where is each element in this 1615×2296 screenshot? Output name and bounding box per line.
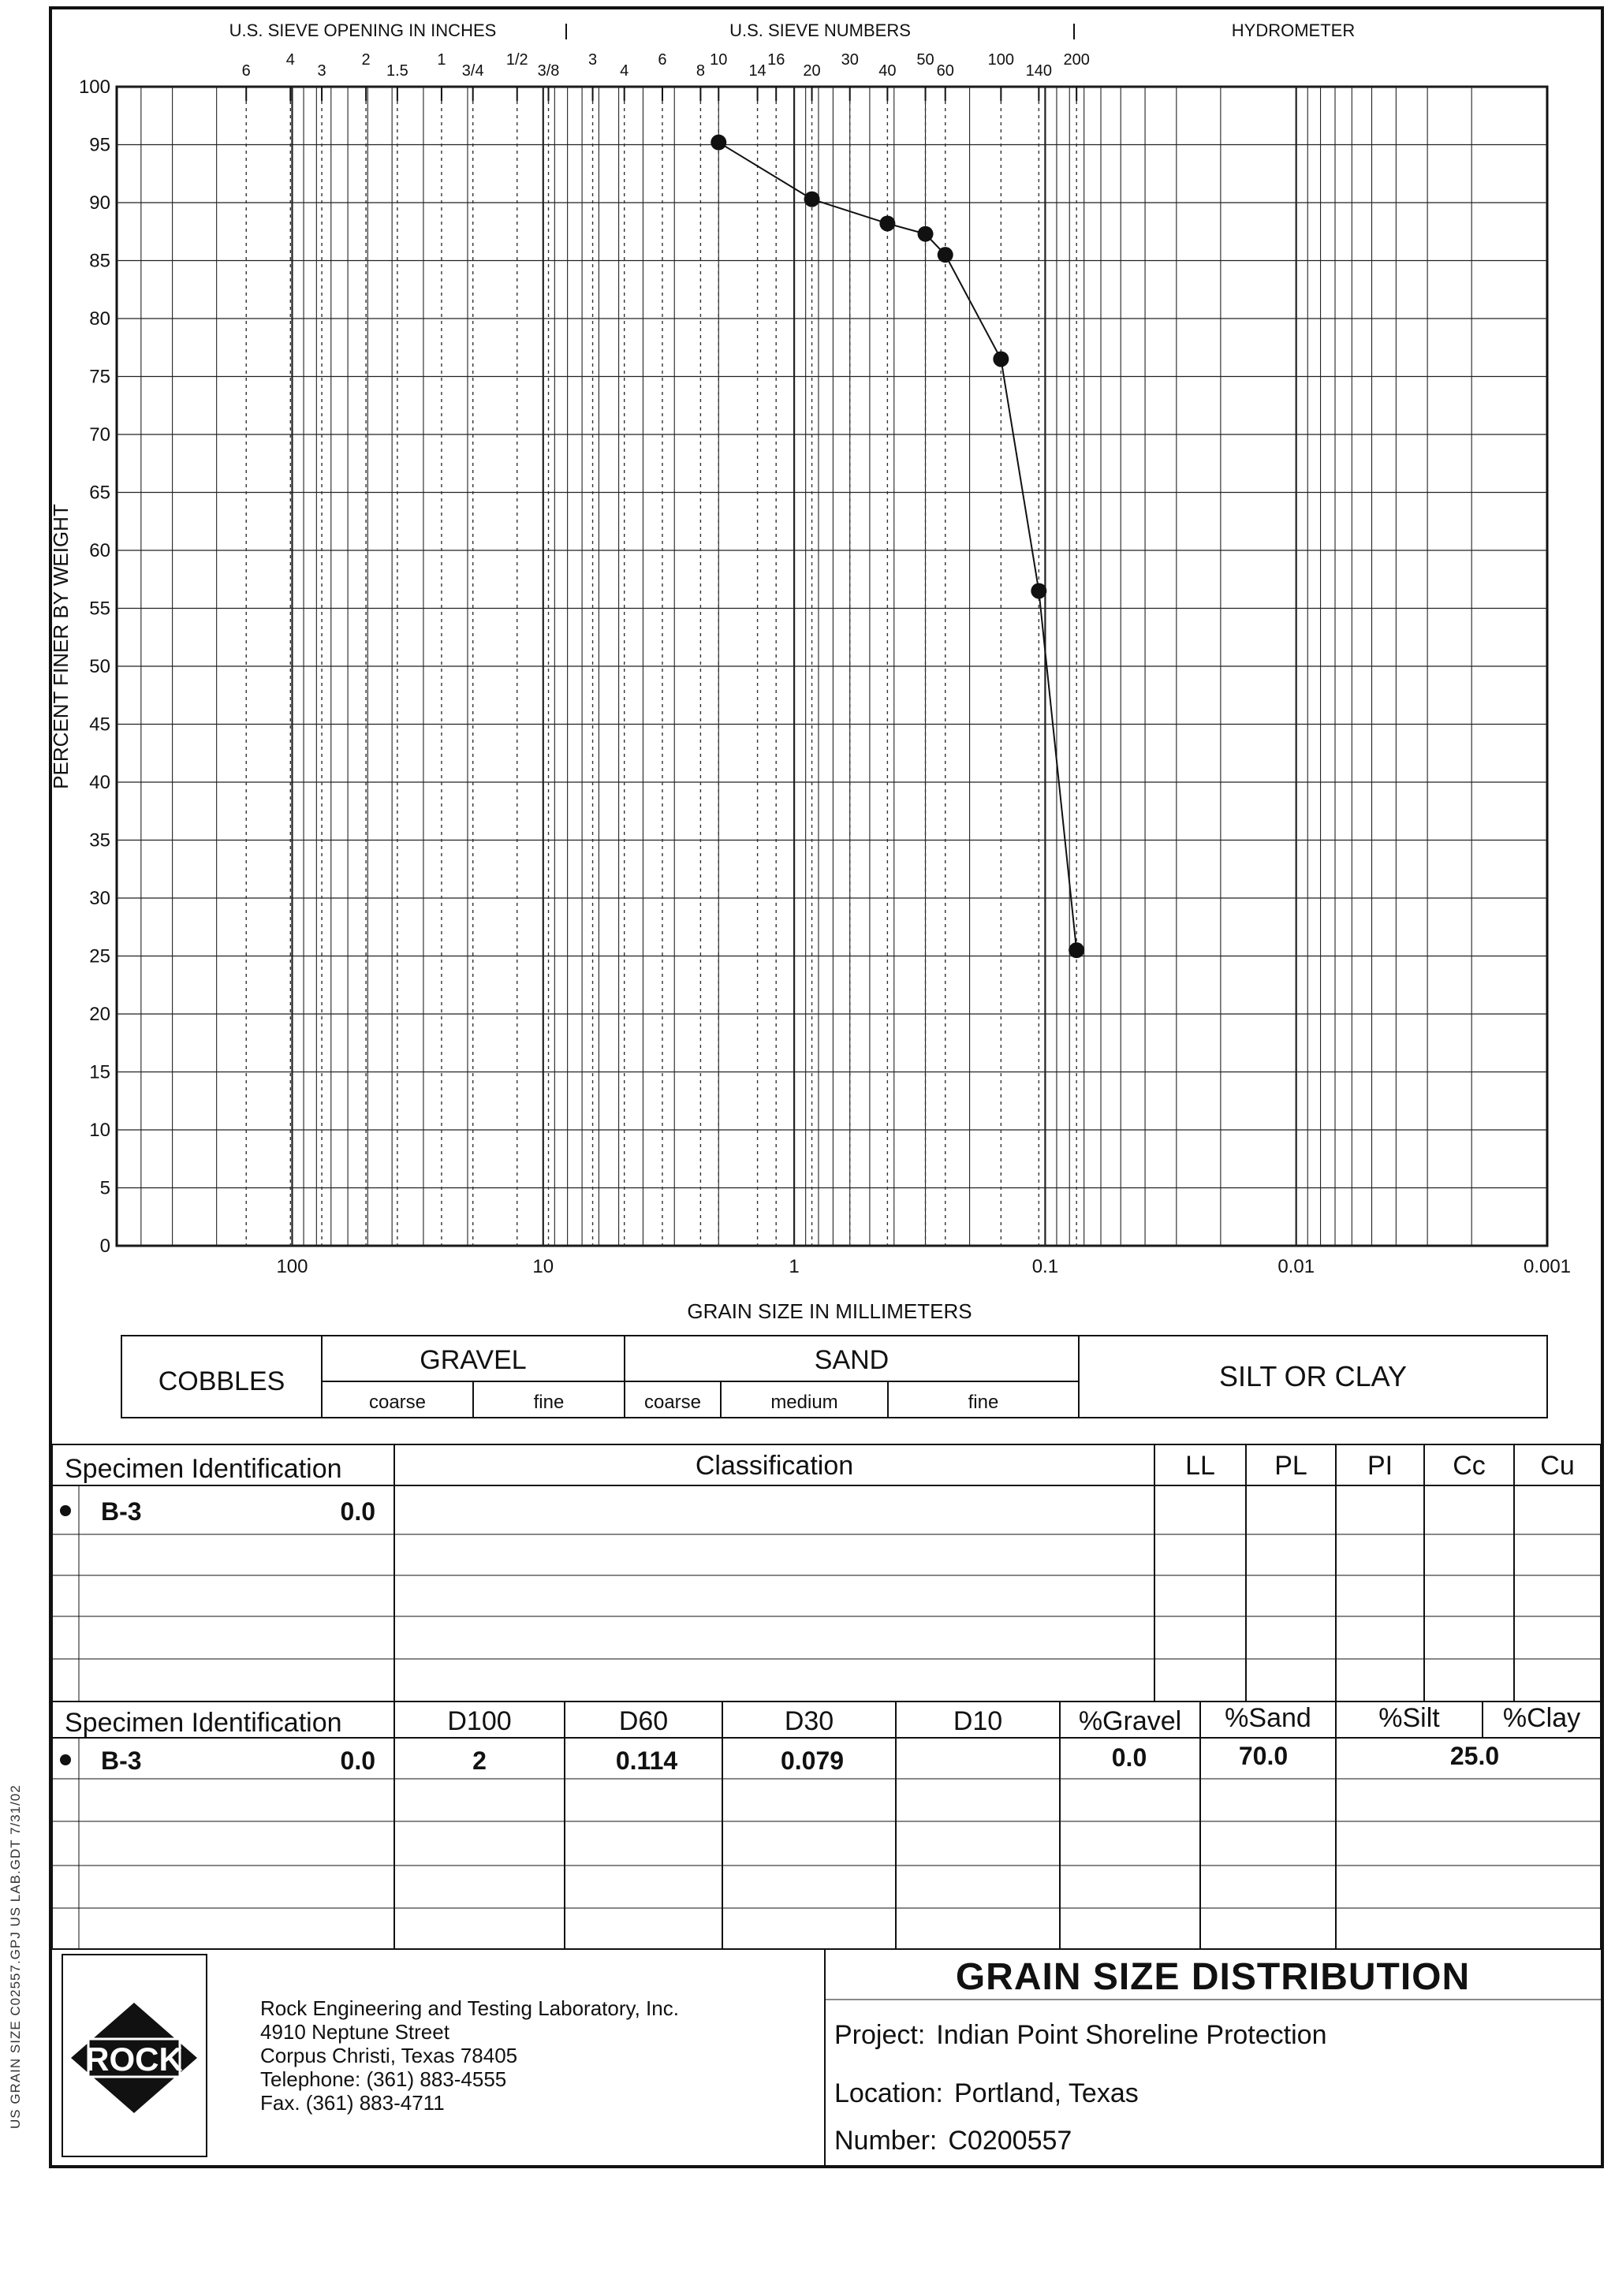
sieve-label: 10 bbox=[710, 51, 728, 69]
data-point bbox=[1069, 942, 1084, 958]
t2-row-d100: 2 bbox=[472, 1746, 487, 1775]
y-tick-label: 65 bbox=[89, 482, 110, 504]
title-block bbox=[825, 1948, 1601, 2165]
x-tick-label: 100 bbox=[276, 1256, 308, 1277]
data-point bbox=[804, 192, 820, 207]
y-tick-label: 30 bbox=[89, 888, 110, 909]
t2-header-silt: %Silt bbox=[1378, 1703, 1440, 1733]
data-point bbox=[918, 226, 934, 242]
t1-header-cc: Cc bbox=[1453, 1451, 1486, 1481]
header-sieve-inches: U.S. SIEVE OPENING IN INCHES bbox=[229, 20, 497, 40]
sieve-label: 14 bbox=[748, 62, 766, 80]
header-hydrometer: HYDROMETER bbox=[1231, 20, 1356, 40]
project-label: Project: bbox=[834, 2020, 926, 2050]
sieve-label: 3/8 bbox=[537, 62, 560, 80]
t2-header-d10: D10 bbox=[953, 1706, 1003, 1736]
data-point bbox=[1031, 583, 1046, 598]
sieve-label: 100 bbox=[987, 51, 1015, 69]
y-tick-label: 80 bbox=[89, 308, 110, 330]
y-tick-label: 25 bbox=[89, 945, 110, 967]
cobbles-label: COBBLES bbox=[158, 1366, 285, 1396]
t2-row-sand: 70.0 bbox=[1238, 1742, 1289, 1770]
svg-text:ROCK: ROCK bbox=[85, 2041, 183, 2078]
lab-telephone: Telephone: (361) 883-4555 bbox=[260, 2067, 507, 2091]
location-label: Location: bbox=[834, 2078, 943, 2108]
x-axis-ticks bbox=[276, 1256, 1571, 1277]
sieve-label: 140 bbox=[1025, 62, 1053, 80]
y-tick-label: 60 bbox=[89, 540, 110, 561]
t2-row-depth: 0.0 bbox=[340, 1746, 375, 1775]
sand-coarse-label: coarse bbox=[643, 1392, 702, 1413]
t2-row-specimen-id: B-3 bbox=[101, 1746, 142, 1775]
t1-header-cu: Cu bbox=[1540, 1451, 1575, 1481]
sieve-label: 1 bbox=[437, 51, 446, 69]
t2-header-sand: %Sand bbox=[1225, 1703, 1311, 1733]
y-tick-label: 70 bbox=[89, 424, 110, 445]
sieve-label: 6 bbox=[658, 51, 667, 69]
sieve-label: 3 bbox=[317, 62, 326, 80]
t2-header-d60: D60 bbox=[618, 1706, 669, 1736]
x-tick-label: 0.01 bbox=[1277, 1256, 1315, 1277]
y-tick-label: 50 bbox=[89, 656, 110, 677]
x-tick-label: 1 bbox=[789, 1256, 800, 1277]
silt-clay-label: SILT OR CLAY bbox=[1218, 1360, 1408, 1392]
y-tick-label: 5 bbox=[99, 1177, 110, 1199]
lab-fax: Fax. (361) 883-4711 bbox=[260, 2091, 445, 2115]
sieve-label: 3 bbox=[588, 51, 598, 69]
file-reference-note: US GRAIN SIZE C02557.GPJ US LAB.GDT 7/31/02 bbox=[8, 1784, 23, 2129]
number-label: Number: bbox=[834, 2126, 938, 2156]
lab-city: Corpus Christi, Texas 78405 bbox=[260, 2044, 518, 2067]
report-title: GRAIN SIZE DISTRIBUTION bbox=[955, 1956, 1471, 1998]
data-point bbox=[993, 351, 1009, 367]
y-tick-label: 20 bbox=[89, 1004, 110, 1025]
gravel-coarse-label: coarse bbox=[368, 1392, 427, 1413]
y-tick-label: 95 bbox=[89, 134, 110, 156]
grain-size-table bbox=[52, 1702, 1601, 1949]
sieve-label: 4 bbox=[285, 51, 295, 69]
t2-row-d60: 0.114 bbox=[615, 1746, 678, 1775]
y-tick-label: 35 bbox=[89, 829, 110, 852]
t2-header-gravel: %Gravel bbox=[1078, 1706, 1182, 1736]
sieve-label: 1/2 bbox=[505, 51, 528, 69]
y-tick-label: 55 bbox=[89, 598, 110, 620]
t2-row-marker bbox=[60, 1754, 71, 1765]
location-value: Portland, Texas bbox=[954, 2078, 1139, 2108]
location-line bbox=[834, 2078, 1150, 2109]
sand-fine-label: fine bbox=[968, 1392, 999, 1413]
t2-header-specimen: Specimen Identification bbox=[65, 1708, 342, 1738]
number-line bbox=[834, 2126, 1083, 2156]
project-line bbox=[834, 2020, 1337, 2051]
y-tick-label: 10 bbox=[89, 1120, 110, 1141]
t2-row-gravel: 0.0 bbox=[1111, 1743, 1147, 1772]
sieve-label: 16 bbox=[767, 51, 785, 69]
t1-header-classification: Classification bbox=[695, 1451, 854, 1481]
sieve-label: 200 bbox=[1063, 51, 1090, 69]
sieve-label: 1.5 bbox=[386, 62, 408, 80]
data-point bbox=[938, 247, 953, 263]
lab-address bbox=[260, 1996, 679, 2115]
x-tick-label: 10 bbox=[532, 1256, 554, 1277]
t1-header-pi: PI bbox=[1367, 1451, 1393, 1481]
chart-grid bbox=[117, 87, 1547, 1246]
y-tick-label: 90 bbox=[89, 192, 110, 214]
sieve-label: 30 bbox=[841, 51, 859, 69]
gravel-label: GRAVEL bbox=[420, 1345, 527, 1375]
x-axis-label: GRAIN SIZE IN MILLIMETERS bbox=[687, 1299, 972, 1323]
data-series bbox=[711, 135, 1084, 959]
t2-header-d30: D30 bbox=[784, 1706, 834, 1736]
t1-header-pl: PL bbox=[1274, 1451, 1307, 1481]
x-tick-label: 0.001 bbox=[1523, 1256, 1572, 1277]
sieve-label: 20 bbox=[803, 62, 821, 80]
t1-header-specimen: Specimen Identification bbox=[65, 1454, 342, 1484]
gravel-fine-label: fine bbox=[533, 1392, 565, 1413]
t1-row-marker bbox=[60, 1505, 71, 1516]
sieve-label: 4 bbox=[620, 62, 629, 80]
lab-street: 4910 Neptune Street bbox=[260, 2020, 449, 2044]
t1-row-depth: 0.0 bbox=[340, 1497, 375, 1526]
y-tick-label: 75 bbox=[89, 366, 110, 388]
t2-header-d100: D100 bbox=[447, 1706, 512, 1736]
sieve-label: 50 bbox=[916, 51, 934, 69]
y-tick-label: 45 bbox=[89, 714, 110, 736]
t2-row-d30: 0.079 bbox=[780, 1746, 845, 1775]
number-value: C0200557 bbox=[948, 2126, 1072, 2156]
sieve-label: 2 bbox=[361, 51, 371, 69]
series-line bbox=[718, 143, 1076, 951]
t2-header-clay: %Clay bbox=[1502, 1703, 1581, 1733]
header-sieve-numbers: U.S. SIEVE NUMBERS bbox=[729, 20, 911, 40]
y-axis-ticks bbox=[79, 76, 110, 1257]
chart-top-header bbox=[229, 20, 1356, 101]
y-tick-label: 0 bbox=[99, 1236, 110, 1257]
t1-header-ll: LL bbox=[1185, 1451, 1215, 1481]
y-tick-label: 40 bbox=[89, 772, 110, 793]
sieve-label: 6 bbox=[241, 62, 251, 80]
lab-logo bbox=[62, 1954, 207, 2157]
x-tick-label: 0.1 bbox=[1031, 1256, 1059, 1277]
data-point bbox=[711, 135, 726, 151]
data-point bbox=[879, 215, 895, 231]
rock-logo-icon bbox=[62, 1954, 207, 2157]
lab-name: Rock Engineering and Testing Laboratory, Inc. bbox=[260, 1996, 679, 2020]
project-value: Indian Point Shoreline Protection bbox=[936, 2020, 1327, 2050]
y-tick-label: 85 bbox=[89, 250, 110, 272]
t1-row-specimen-id: B-3 bbox=[101, 1497, 142, 1526]
sand-label: SAND bbox=[814, 1345, 890, 1375]
y-axis-label: PERCENT FINER BY WEIGHT bbox=[49, 504, 73, 789]
y-tick-label: 100 bbox=[78, 76, 110, 98]
sieve-label: 40 bbox=[878, 62, 897, 80]
sieve-label: 60 bbox=[936, 62, 954, 80]
sieve-label: 3/4 bbox=[461, 62, 484, 80]
sieve-label: 8 bbox=[696, 62, 705, 80]
sand-medium-label: medium bbox=[770, 1392, 838, 1413]
y-tick-label: 15 bbox=[89, 1061, 110, 1083]
t2-row-silt-clay: 25.0 bbox=[1449, 1742, 1500, 1770]
